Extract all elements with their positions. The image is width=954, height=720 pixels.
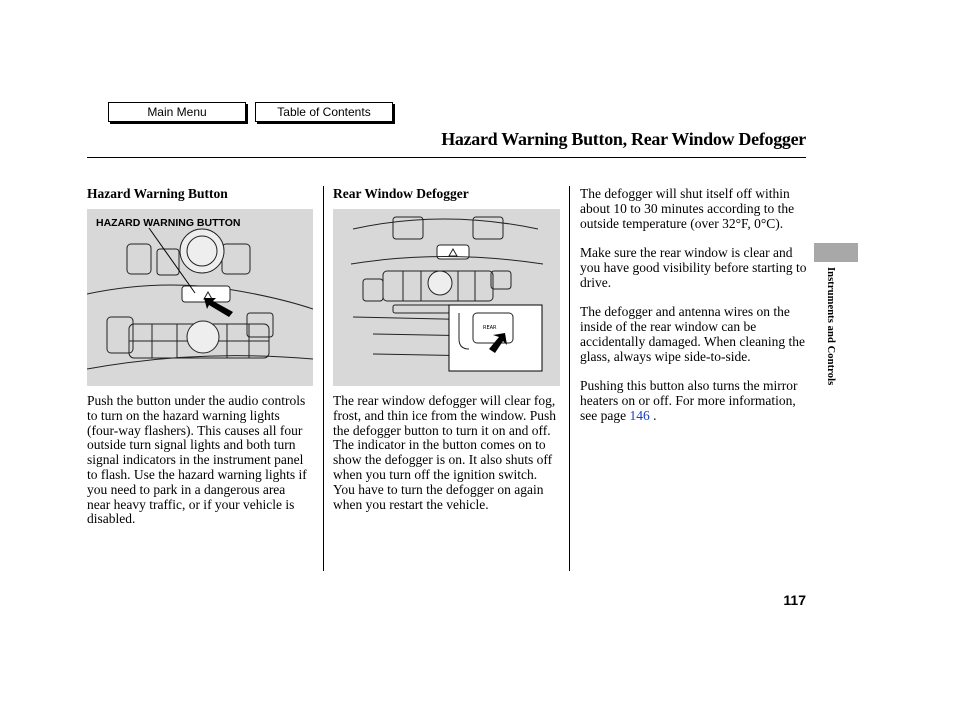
main-menu-button[interactable]: Main Menu bbox=[108, 102, 246, 122]
hazard-button-illustration bbox=[87, 209, 313, 386]
cleaning-paragraph: The defogger and antenna wires on the inside of the rear window can be accidentally damaged. When cleaning the glass, always wipe side-to-side. bbox=[580, 304, 806, 364]
section-tab bbox=[814, 243, 858, 262]
defogger-body bbox=[333, 394, 561, 527]
mirror-heater-paragraph: Pushing this button also turns the mirror heaters on or off. For more information, see page 146 . bbox=[580, 378, 798, 423]
page-number: 117 bbox=[783, 592, 806, 608]
hazard-figure bbox=[87, 209, 313, 386]
column-divider bbox=[569, 186, 570, 571]
table-of-contents-button[interactable]: Table of Contents bbox=[255, 102, 393, 122]
column-divider bbox=[323, 186, 324, 571]
defogger-heading: Rear Window Defogger bbox=[333, 186, 469, 201]
hazard-paragraph: Push the button under the audio controls to turn on the hazard warning lights (four-way flashers). This causes all four outside turn signal lights and both turn signal indicators in the instrument panel to flash. Use the hazard warning lights if you need to park in a dangerous area near heavy traffic, or if your vehicle is disabled. bbox=[87, 393, 307, 527]
page-title: Hazard Warning Button, Rear Window Defogger bbox=[441, 129, 806, 149]
defogger-paragraph: The rear window defogger will clear fog, frost, and thin ice from the window. Push the defogger button to turn it on and off. The indicator in the button comes on to show the defogger is on. It also shuts off when you turn off the ignition switch. You have to turn the defogger on again when you restart the vehicle. bbox=[333, 393, 556, 512]
hazard-figure-label: HAZARD WARNING BUTTON bbox=[96, 217, 241, 229]
section-label: Instruments and Controls bbox=[825, 267, 836, 386]
defogger-button-illustration bbox=[333, 209, 560, 386]
hazard-body bbox=[87, 394, 311, 542]
page-146-link[interactable]: 146 bbox=[629, 407, 650, 423]
right-column-text bbox=[580, 187, 808, 439]
auto-shutoff-paragraph: The defogger will shut itself off within about 10 to 30 minutes according to the outside temperature (over 32°F, 0°C). bbox=[580, 186, 795, 231]
visibility-paragraph: Make sure the rear window is clear and you have good visibility before starting to drive. bbox=[580, 245, 807, 290]
title-rule bbox=[87, 157, 806, 158]
defogger-figure bbox=[333, 209, 560, 386]
hazard-heading: Hazard Warning Button bbox=[87, 186, 228, 201]
svg-text:REAR: REAR bbox=[483, 325, 497, 331]
